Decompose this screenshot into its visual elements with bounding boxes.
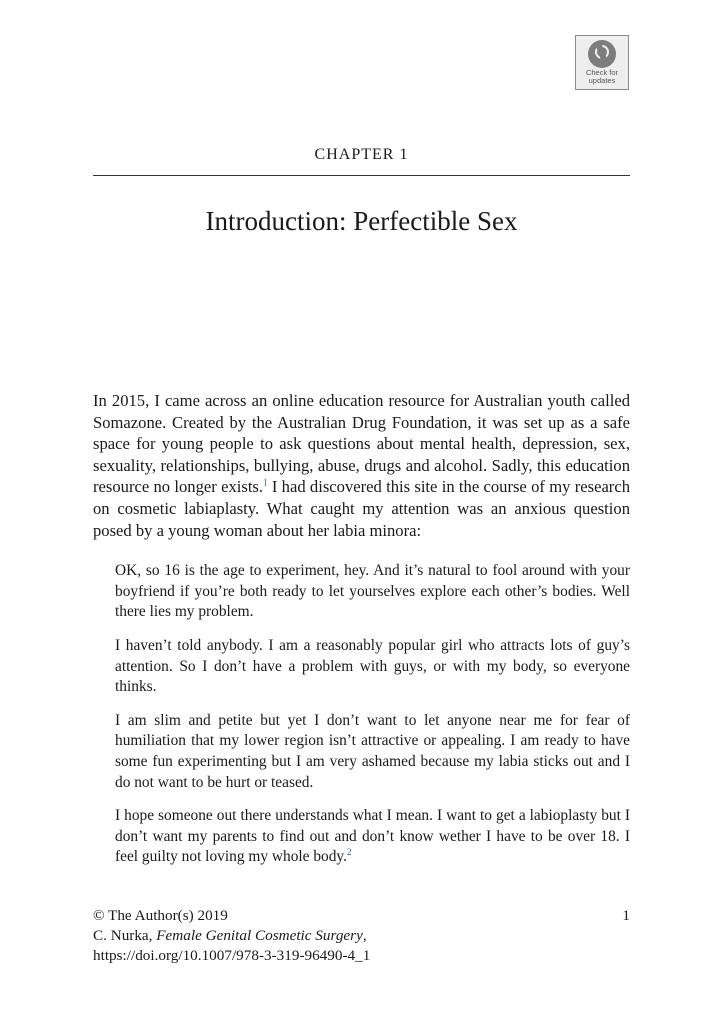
block-quote: [115, 561, 630, 868]
quote-paragraph-2: I haven’t told anybody. I am a reasonably popular girl who attracts lots of guy’s attention. So I don’t have a problem with guys, or with my body, so everyone thinks.: [115, 636, 630, 696]
citation-book-title: Female Genital Cosmetic Surgery: [156, 926, 363, 944]
quote-paragraph-3: I am slim and petite but yet I don’t want to let anyone near me for fear of humiliation that my lower region isn’t attractive or appealing. I am ready to have some fun experimenting but I am very ashamed because my labia sticks out and I do not want to be hurt or teased.: [115, 711, 630, 791]
citation-comma: ,: [362, 926, 367, 944]
check-for-updates-badge[interactable]: [575, 35, 629, 90]
chapter-label: CHAPTER 1: [314, 146, 409, 163]
quote-paragraph-4-text: I hope someone out there understands what I mean. I want to get a labioplasty but I don’t want my parents to find out and don’t know wether I have to be over 18. I feel guilty not loving my whole body.: [115, 807, 630, 866]
quote-paragraph-4: [115, 806, 630, 868]
intro-paragraph-text: In 2015, I came across an online education resource for Australian youth called Somazone. Created by the Australian Drug Foundation, it was set up as a safe space for young people to ask questions about mental health, depression, sex, sexuality, relationships, bullying, abuse, drugs and alcohol. Sadly, this education resource no longer exists.: [93, 391, 630, 497]
chapter-divider: [93, 175, 630, 176]
badge-line-1: Check for: [585, 68, 619, 77]
citation-line: [93, 926, 370, 946]
footnote-ref-1[interactable]: 1: [263, 477, 268, 488]
doi-link[interactable]: https://doi.org/10.1007/978-3-319-96490-4_1: [93, 946, 371, 964]
page-number: 1: [622, 907, 630, 924]
chapter-title: Introduction: Perfectible Sex: [205, 206, 518, 236]
badge-line-2: updates: [588, 76, 616, 85]
copyright-line: © The Author(s) 2019: [93, 907, 228, 924]
citation-author: C. Nurka,: [93, 926, 157, 944]
intro-paragraph-tail: I had discovered this site in the course of my research on cosmetic labiaplasty. What caught my attention was an anxious question posed by a young woman about her labia minora:: [93, 477, 630, 540]
intro-paragraph: [93, 390, 630, 541]
chapter-body: [93, 390, 630, 881]
check-for-updates-icon: [588, 40, 616, 68]
footnote-ref-2[interactable]: 2: [346, 847, 352, 858]
page-footer: [93, 906, 370, 965]
quote-paragraph-1: OK, so 16 is the age to experiment, hey. And it’s natural to fool around with your boyfriend if you’re both ready to let yourselves explore each other’s bodies. Well there lies my problem.: [115, 562, 630, 621]
